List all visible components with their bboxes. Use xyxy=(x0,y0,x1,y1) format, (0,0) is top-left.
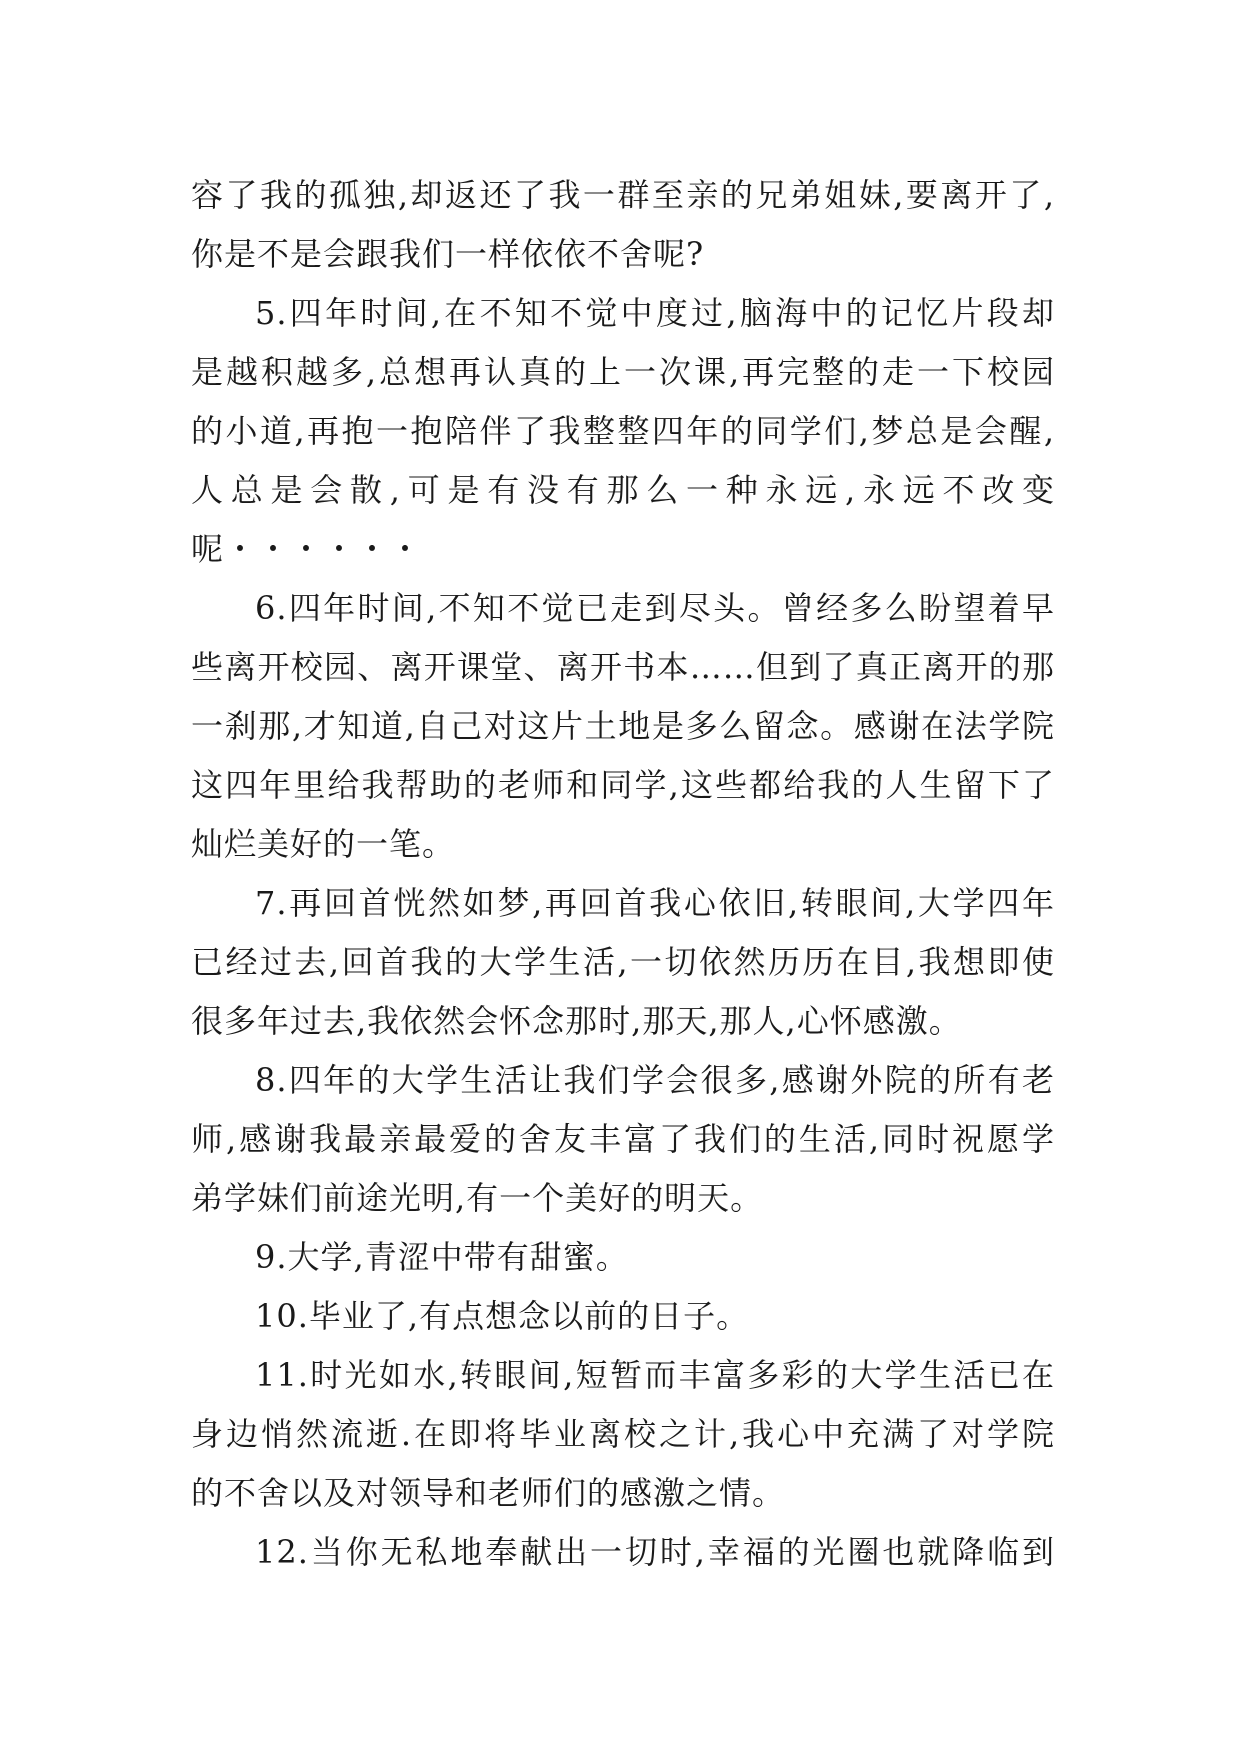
text-line: 已经过去,回首我的大学生活,一切依然历历在目,我想即使 xyxy=(191,943,1055,981)
text-line: 呢・・・・・・ xyxy=(191,530,423,568)
text-line: 8.四年的大学生活让我们学会很多,感谢外院的所有老 xyxy=(255,1061,1055,1099)
text-line: 10.毕业了,有点想念以前的日子。 xyxy=(255,1297,750,1335)
text-line: 6.四年时间,不知不觉已走到尽头。曾经多么盼望着早 xyxy=(255,589,1055,627)
text-line: 的小道,再抱一抱陪伴了我整整四年的同学们,梦总是会醒, xyxy=(191,412,1055,450)
text-line: 些离开校园、离开课堂、离开书本……但到了真正离开的那 xyxy=(191,648,1055,686)
text-line: 12.当你无私地奉献出一切时,幸福的光圈也就降临到 xyxy=(255,1533,1055,1571)
text-line: 11.时光如水,转眼间,短暂而丰富多彩的大学生活已在 xyxy=(255,1356,1055,1394)
text-line: 9.大学,青涩中带有甜蜜。 xyxy=(255,1238,629,1276)
text-line: 的不舍以及对领导和老师们的感激之情。 xyxy=(191,1474,786,1512)
text-line: 灿烂美好的一笔。 xyxy=(191,825,456,863)
text-line: 容了我的孤独,却返还了我一群至亲的兄弟姐妹,要离开了, xyxy=(191,176,1055,214)
text-line: 5.四年时间,在不知不觉中度过,脑海中的记忆片段却 xyxy=(255,294,1055,332)
text-line: 很多年过去,我依然会怀念那时,那天,那人,心怀感激。 xyxy=(191,1002,962,1040)
text-line: 弟学妹们前途光明,有一个美好的明天。 xyxy=(191,1179,764,1217)
text-line: 是越积越多,总想再认真的上一次课,再完整的走一下校园 xyxy=(191,353,1055,391)
text-line: 7.再回首恍然如梦,再回首我心依旧,转眼间,大学四年 xyxy=(255,884,1055,922)
text-line: 身边悄然流逝.在即将毕业离校之计,我心中充满了对学院 xyxy=(191,1415,1055,1453)
text-line: 一刹那,才知道,自己对这片土地是多么留念。感谢在法学院 xyxy=(191,707,1055,745)
document-body xyxy=(191,166,1055,1582)
text-line: 人总是会散,可是有没有那么一种永远,永远不改变 xyxy=(191,471,1055,509)
text-line: 你是不是会跟我们一样依依不舍呢? xyxy=(191,235,705,273)
text-line: 师,感谢我最亲最爱的舍友丰富了我们的生活,同时祝愿学 xyxy=(191,1120,1055,1158)
text-line: 这四年里给我帮助的老师和同学,这些都给我的人生留下了 xyxy=(191,766,1055,804)
